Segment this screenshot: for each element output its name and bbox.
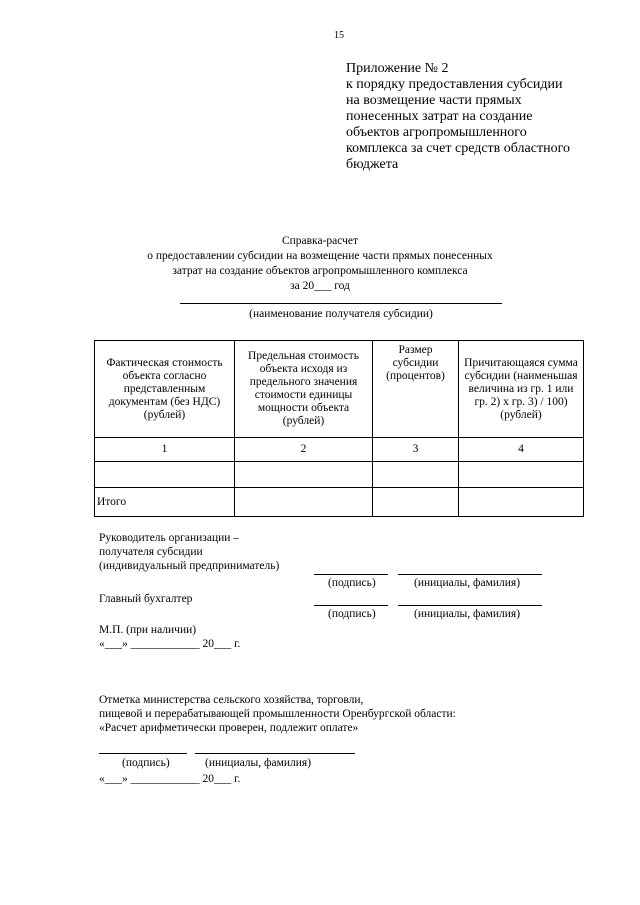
- ministry-line: «Расчет арифметически проверен, подлежит оплате»: [99, 722, 359, 734]
- document-title: [0, 234, 640, 294]
- table-header-row: [95, 341, 584, 438]
- table-cell: [235, 462, 373, 488]
- table-row: [95, 488, 584, 517]
- signature-caption: (подпись): [328, 608, 376, 620]
- ministry-mark: [99, 693, 456, 735]
- ministry-line: пищевой и перерабатывающей промышленности Оренбургской области:: [99, 708, 456, 720]
- head-line: Руководитель организации –: [99, 532, 240, 544]
- signature-caption: (подпись): [328, 577, 376, 589]
- signature-line: [314, 605, 388, 606]
- appendix-line: понесенных затрат на создание: [346, 109, 533, 124]
- appendix-line: Приложение № 2: [346, 61, 449, 76]
- name-caption: (инициалы, фамилия): [414, 608, 521, 620]
- appendix-line: к порядку предоставления субсидии: [346, 77, 563, 92]
- name-line: [398, 605, 542, 606]
- signature-line: [314, 574, 388, 575]
- head-signatory: [99, 531, 279, 573]
- table-cell: [95, 462, 235, 488]
- column-number: 4: [459, 438, 584, 462]
- signature-caption: (подпись): [122, 757, 170, 769]
- title-line: за 20___ год: [290, 280, 350, 292]
- title-line: Справка-расчет: [281, 235, 359, 247]
- date-line: «___» ____________ 20___ г.: [99, 773, 241, 785]
- head-line: получателя субсидии: [99, 546, 203, 558]
- ministry-line: Отметка министерства сельского хозяйства, торговли,: [99, 694, 364, 706]
- column-number: 3: [373, 438, 459, 462]
- header-cell: Размер субсидии (процентов): [373, 341, 459, 438]
- signature-line: [99, 753, 187, 754]
- appendix-header: [346, 61, 570, 173]
- calculation-table: [94, 340, 584, 517]
- table-cell: [459, 462, 584, 488]
- head-line: (индивидуальный предприниматель): [99, 560, 280, 572]
- header-cell: Фактическая стоимость объекта согласно представленным документам (без НДС) (рублей): [95, 341, 235, 438]
- header-cell: Причитающаяся сумма субсидии (наименьшая величина из гр. 1 или гр. 2) х гр. 3) / 100) (рублей): [459, 341, 584, 438]
- title-line: затрат на создание объектов агропромышленного комплекса: [172, 265, 468, 277]
- appendix-line: бюджета: [346, 157, 399, 172]
- table-cell: [373, 488, 459, 517]
- appendix-line: комплекса за счет средств областного: [346, 141, 570, 156]
- name-line: [398, 574, 542, 575]
- appendix-line: объектов агропромышленного: [346, 125, 527, 140]
- name-caption: (инициалы, фамилия): [414, 577, 521, 589]
- column-number: 2: [235, 438, 373, 462]
- table-cell: [459, 488, 584, 517]
- accountant-label: Главный бухгалтер: [99, 593, 193, 605]
- name-line: [195, 753, 355, 754]
- table-cell: [373, 462, 459, 488]
- recipient-caption: (наименование получателя субсидии): [249, 308, 433, 320]
- page-number: 15: [334, 30, 344, 41]
- table-cell: [235, 488, 373, 517]
- table-row: [95, 462, 584, 488]
- date-line: «___» ____________ 20___ г.: [99, 638, 241, 650]
- column-number: 1: [95, 438, 235, 462]
- recipient-name-line: [180, 303, 502, 304]
- stamp-label: М.П. (при наличии): [99, 624, 197, 636]
- table-row: [95, 438, 584, 462]
- appendix-line: на возмещение части прямых: [346, 93, 522, 108]
- header-cell: Предельная стоимость объекта исходя из предельного значения стоимости единицы мощности объекта (рублей): [235, 341, 373, 438]
- total-label: Итого: [95, 488, 235, 517]
- title-line: о предоставлении субсидии на возмещение части прямых понесенных: [147, 250, 493, 262]
- name-caption: (инициалы, фамилия): [205, 757, 312, 769]
